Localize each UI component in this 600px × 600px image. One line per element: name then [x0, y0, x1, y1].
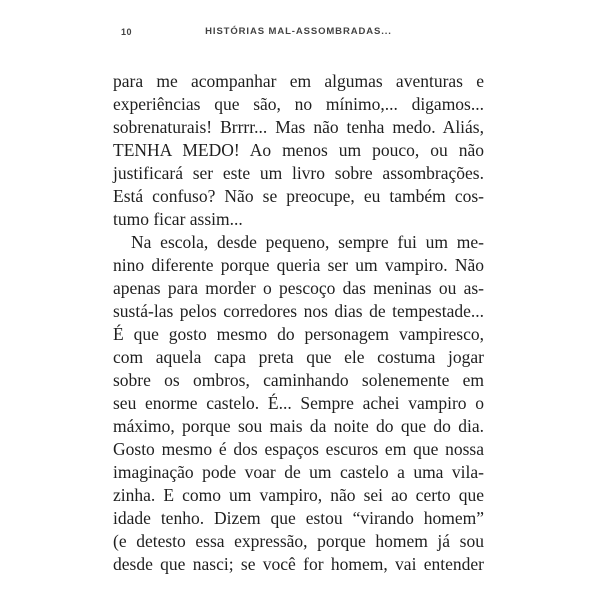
- text-line: (e detesto essa expressão, porque homem já sou: [113, 531, 484, 551]
- text-line: Na escola, desde pequeno, sempre fui um me-: [131, 232, 484, 252]
- text-line: nino diferente porque queria ser um vampiro. Não: [113, 255, 484, 275]
- text-line: justificará ser este um livro sobre assombrações.: [113, 163, 484, 183]
- text-line: zinha. E como um vampiro, não sei ao certo que: [113, 485, 484, 505]
- text-line: imaginação pode voar de um castelo a uma vila-: [113, 462, 484, 482]
- text-line: idade tenho. Dizem que estou “virando homem”: [113, 508, 484, 528]
- text-line: máximo, porque sou mais da noite do que do dia.: [113, 416, 484, 436]
- text-line: É que gosto mesmo do personagem vampiresco,: [113, 324, 484, 344]
- text-line: sobre os ombros, caminhando solenemente em: [113, 370, 484, 390]
- body-text: [113, 70, 484, 576]
- page-header: [113, 26, 484, 39]
- text-line: apenas para morder o pescoço das meninas ou as-: [113, 278, 484, 298]
- page-number: 10: [121, 27, 133, 37]
- text-line: com aquela capa preta que ele costuma jogar: [113, 347, 484, 367]
- text-line: sustá-las pelos corredores nos dias de tempestade...: [113, 301, 484, 321]
- text-line: TENHA MEDO! Ao menos um pouco, ou não: [113, 140, 484, 160]
- text-line: Gosto mesmo é dos espaços escuros em que nossa: [113, 439, 484, 459]
- text-line: Está confuso? Não se preocupe, eu também cos-: [113, 186, 484, 206]
- text-line: seu enorme castelo. É... Sempre achei vampiro o: [113, 393, 484, 413]
- text-line: experiências que são, no mínimo,... digamos...: [113, 94, 484, 114]
- text-line: para me acompanhar em algumas aventuras e: [113, 71, 484, 91]
- text-line: sobrenaturais! Brrrr... Mas não tenha medo. Aliás,: [113, 117, 484, 137]
- running-title: HISTÓRIAS MAL-ASSOMBRADAS...: [205, 26, 392, 37]
- text-line: tumo ficar assim...: [113, 209, 243, 229]
- text-line: desde que nasci; se você for homem, vai entender: [113, 554, 484, 574]
